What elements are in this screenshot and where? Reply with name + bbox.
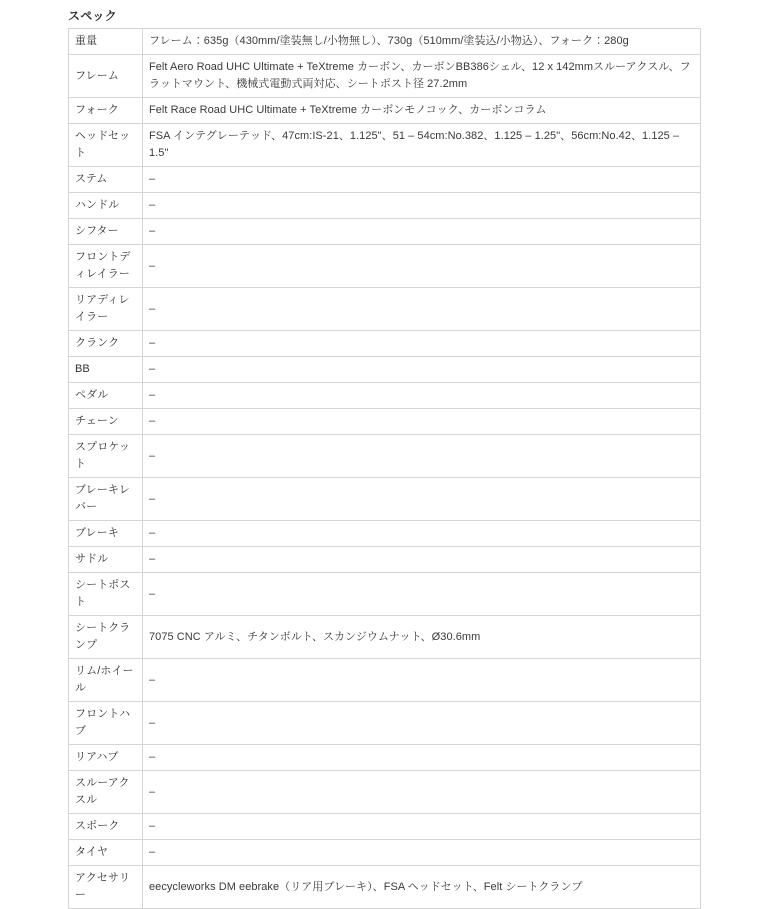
table-row xyxy=(69,814,701,840)
spec-label-cell: ステム xyxy=(69,167,143,193)
table-row xyxy=(69,659,701,702)
table-row xyxy=(69,383,701,409)
spec-label-cell: リム/ホイール xyxy=(69,659,143,702)
spec-value-cell: – xyxy=(143,383,701,409)
table-row xyxy=(69,219,701,245)
table-row xyxy=(69,840,701,866)
table-row xyxy=(69,193,701,219)
spec-value-cell: – xyxy=(143,478,701,521)
spec-value-cell: – xyxy=(143,167,701,193)
table-row xyxy=(69,573,701,616)
spec-label-cell: フロントハブ xyxy=(69,702,143,745)
spec-label-cell: BB xyxy=(69,357,143,383)
spec-value-cell: – xyxy=(143,840,701,866)
spec-value-cell: – xyxy=(143,219,701,245)
spec-label-cell: シートクランプ xyxy=(69,616,143,659)
table-row xyxy=(69,435,701,478)
table-row xyxy=(69,124,701,167)
spec-value-cell: Felt Aero Road UHC Ultimate + TeXtreme カーボン、カーボンBB386シェル、12 x 142mmスルーアクスル、フラットマウント、機械式電動式両対応、シートポスト径 27.2mm xyxy=(143,55,701,98)
spec-value-cell: – xyxy=(143,331,701,357)
spec-label-cell: リアディレイラー xyxy=(69,288,143,331)
spec-value-cell: – xyxy=(143,659,701,702)
spec-table-body xyxy=(69,29,701,909)
spec-value-cell: フレーム：635g（430mm/塗装無し/小物無し）、730g（510mm/塗装込/小物込）、フォーク：280g xyxy=(143,29,701,55)
table-row xyxy=(69,331,701,357)
spec-value-cell: – xyxy=(143,521,701,547)
table-row xyxy=(69,29,701,55)
table-row xyxy=(69,288,701,331)
spec-value-cell: Felt Race Road UHC Ultimate + TeXtreme カーボンモノコック、カーボンコラム xyxy=(143,98,701,124)
spec-value-cell: – xyxy=(143,814,701,840)
spec-label-cell: スプロケット xyxy=(69,435,143,478)
spec-value-cell: 7075 CNC アルミ、チタンボルト、スカンジウムナット、Ø30.6mm xyxy=(143,616,701,659)
page-title: スペック xyxy=(68,9,117,23)
spec-value-cell: – xyxy=(143,245,701,288)
spec-label-cell: クランク xyxy=(69,331,143,357)
spec-value-cell: – xyxy=(143,435,701,478)
table-row xyxy=(69,702,701,745)
spec-label-cell: フォーク xyxy=(69,98,143,124)
table-row xyxy=(69,745,701,771)
spec-value-cell: – xyxy=(143,573,701,616)
table-row xyxy=(69,547,701,573)
table-row xyxy=(69,409,701,435)
spec-label-cell: アクセサリー xyxy=(69,866,143,909)
spec-label-cell: ハンドル xyxy=(69,193,143,219)
spec-value-cell: – xyxy=(143,745,701,771)
table-row xyxy=(69,478,701,521)
spec-label-cell: スポーク xyxy=(69,814,143,840)
table-row xyxy=(69,55,701,98)
table-row xyxy=(69,245,701,288)
spec-label-cell: 重量 xyxy=(69,29,143,55)
spec-label-cell: ヘッドセット xyxy=(69,124,143,167)
table-row xyxy=(69,616,701,659)
table-row xyxy=(69,521,701,547)
table-row xyxy=(69,98,701,124)
spec-label-cell: サドル xyxy=(69,547,143,573)
table-row xyxy=(69,167,701,193)
spec-value-cell: – xyxy=(143,357,701,383)
table-row xyxy=(69,357,701,383)
specification-table xyxy=(68,28,701,909)
spec-value-cell: – xyxy=(143,771,701,814)
spec-label-cell: フロントディレイラー xyxy=(69,245,143,288)
spec-label-cell: フレーム xyxy=(69,55,143,98)
spec-value-cell: eecycleworks DM eebrake（リア用ブレーキ）、FSA ヘッドセット、Felt シートクランプ xyxy=(143,866,701,909)
spec-label-cell: チェーン xyxy=(69,409,143,435)
spec-label-cell: シフター xyxy=(69,219,143,245)
spec-value-cell: – xyxy=(143,409,701,435)
spec-label-cell: スルーアクスル xyxy=(69,771,143,814)
spec-value-cell: – xyxy=(143,547,701,573)
spec-label-cell: ペダル xyxy=(69,383,143,409)
spec-label-cell: リアハブ xyxy=(69,745,143,771)
spec-label-cell: タイヤ xyxy=(69,840,143,866)
spec-value-cell: FSA インテグレーテッド、47cm:IS-21、1.125"、51 – 54cm:No.382、1.125 – 1.25"、56cm:No.42、1.125 – 1.5" xyxy=(143,124,701,167)
spec-value-cell: – xyxy=(143,702,701,745)
table-row xyxy=(69,866,701,909)
spec-value-cell: – xyxy=(143,193,701,219)
spec-label-cell: ブレーキレバー xyxy=(69,478,143,521)
spec-value-cell: – xyxy=(143,288,701,331)
spec-label-cell: シートポスト xyxy=(69,573,143,616)
spec-label-cell: ブレーキ xyxy=(69,521,143,547)
table-row xyxy=(69,771,701,814)
